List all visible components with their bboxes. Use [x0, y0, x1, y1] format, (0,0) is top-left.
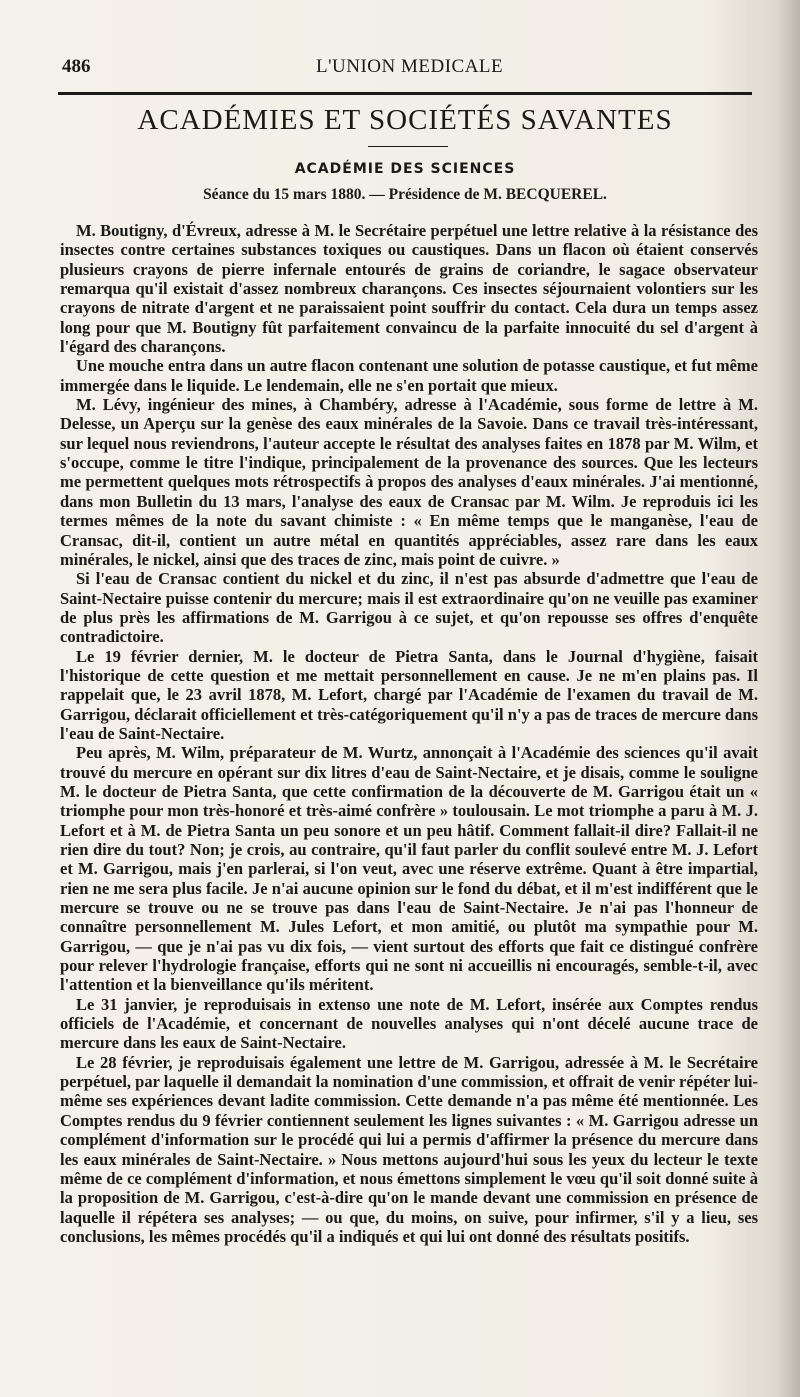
paragraph: Peu après, M. Wilm, préparateur de M. Wurtz, annonçait à l'Académie des sciences qu'il avait trouvé du mercure en opérant sur dix litres d'eau de Saint-Nectaire, et je disais, comme le souligne M. le docteur de Pietra Santa, que cette confirmation de la découverte de M. Garrigou était un « triomphe pour mon très-honoré et très-aimé confrère » toulousain. Le mot triomphe a paru à M. J. Lefort et à M. de Pietra Santa un peu sonore et un peu hâtif. Comment fallait-il dire? Fallait-il ne rien dire du tout? Non; je crois, au contraire, qu'il faut parler du conflit soulevé entre M. J. Lefort et M. Garrigou, mais j'en parlerai, si l'on veut, avec une réserve extrême. Quant à être impartial, rien ne me sera plus facile. Je n'ai aucune opinion sur le fond du débat, et il m'est indifférent que le mercure se trouve ou ne se trouve pas dans l'eau de Saint-Nectaire. Je n'ai pas l'honneur de connaître personnellement M. Jules Lefort, et mon amitié, ou plutôt ma sympathie pour M. Garrigou, — que je n'ai pas vu dix fois, — vient surtout des efforts que fait ce distingué confrère pour relever l'hydrologie française, efforts qui ne sont ni accueillis ni encouragés, semble-t-il, avec l'attention et la bienveillance qu'ils méritent. — [60, 743, 758, 995]
paragraph: Le 28 février, je reproduisais également une lettre de M. Garrigou, adressée à M. le Secrétaire perpétuel, par laquelle il demandait la nomination d'une commission, et offrait de venir répéter lui-même ses expériences devant ladite commission. Cette demande n'a pas même été mentionnée. Les Comptes rendus du 9 février contiennent seulement les lignes suivantes : « M. Garrigou adresse un complément d'information sur le procédé qui lui a permis d'affirmer la présence du mercure dans les eaux minérales de Saint-Nectaire. » Nous mettons aujourd'hui sous les yeux du lecteur le texte même de ce complément d'information, et nous émettons simplement le vœu qu'il soit donné suite à la proposition de M. Garrigou, c'est-à-dire qu'on le mande devant une commission en présence de laquelle il répétera ses analyses; — ou que, du moins, on suive, pour infirmer, s'il y a lieu, ses conclusions, les mêmes procédés qu'il a indiqués et qui lui ont donné des résultats positifs. — [60, 1052, 758, 1246]
paragraph: Une mouche entra dans un autre flacon contenant une solution de potasse caustique, et fut même immergée dans le liquide. Le lendemain, elle ne s'en portait que mieux. — [60, 356, 758, 395]
paragraph: Le 19 février dernier, M. le docteur de Pietra Santa, dans le Journal d'hygiène, faisait l'historique de cette question et me mettait personnellement en cause. Je ne m'en plains pas. Il rappelait que, le 23 avril 1878, M. Lefort, chargé par l'Académie de l'examen du travail de M. Garrigou, déclarait officiellement et très-catégoriquement qu'il n'y a pas de traces de mercure dans l'eau de Saint-Nectaire. — [60, 646, 758, 743]
subsection-title: ACADÉMIE DES SCIENCES — [294, 161, 516, 177]
session-line: Séance du 15 mars 1880. — Présidence de M. BECQUEREL. — [203, 186, 607, 203]
title-divider — [368, 146, 448, 147]
section-title: ACADÉMIES ET SOCIÉTÉS SAVANTES — [137, 104, 673, 136]
page-header — [62, 56, 752, 86]
paragraph: Si l'eau de Cransac contient du nickel et du zinc, il n'est pas absurde d'admettre que l'eau de Saint-Nectaire puisse contenir du mercure; mais il est extraordinaire qu'on ne veuille pas examiner de plus près les affirmations de M. Garrigou à ce sujet, et qu'on repousse ses offres d'enquête contradictoire. — [60, 569, 758, 647]
paragraph: Le 31 janvier, je reproduisais in extenso une note de M. Lefort, insérée aux Comptes rendus officiels de l'Académie, et concernant de nouvelles analyses qui n'ont décelé aucune trace de mercure dans les eaux de Saint-Nectaire. — [60, 994, 758, 1053]
page-number: 486 — [62, 56, 91, 77]
paragraph: M. Lévy, ingénieur des mines, à Chambéry, adresse à l'Académie, sous forme de lettre à M. Delesse, un Aperçu sur la genèse des eaux minérales de la Savoie. Dans ce travail très-intéressant, sur lequel nous reviendrons, l'auteur accepte le résultat des analyses faites en 1878 par M. Wilm, et s'occupe, comme le titre l'indique, principalement de la provenance des sources. Que les lecteurs me permettent quelques mots rétrospectifs à propos des analyses d'eaux minérales. J'ai mentionné, dans mon Bulletin du 13 mars, l'analyse des eaux de Cransac par M. Wilm. Je reproduis ici les termes mêmes de la note du savant chimiste : « En même temps que le manganèse, l'eau de Cransac, dit-il, contient un autre métal en quantités appréciables, assez rare dans les eaux minérales, le nickel, ainsi que des traces de zinc, mais point de cuivre. » — [60, 395, 758, 569]
article-body — [60, 221, 758, 1371]
paragraph: M. Boutigny, d'Évreux, adresse à M. le Secrétaire perpétuel une lettre relative à la résistance des insectes contre certaines substances toxiques ou caustiques. Dans un flacon où étaient conservés plusieurs crayons de pierre infernale entourés de grains de coriandre, le sagace observateur remarqua qu'il existait d'assez nombreux charançons. Ces insectes séjournaient volontiers sur les crayons de nitrate d'argent et ne paraissaient point souffrir du contact. Cela dura un temps assez long pour que M. Boutigny fût parfaitement convaincu de la parfaite innocuité du sel d'argent à l'égard des charançons. — [60, 221, 758, 357]
header-rule — [58, 92, 752, 95]
journal-title: L'UNION MEDICALE — [316, 56, 504, 77]
